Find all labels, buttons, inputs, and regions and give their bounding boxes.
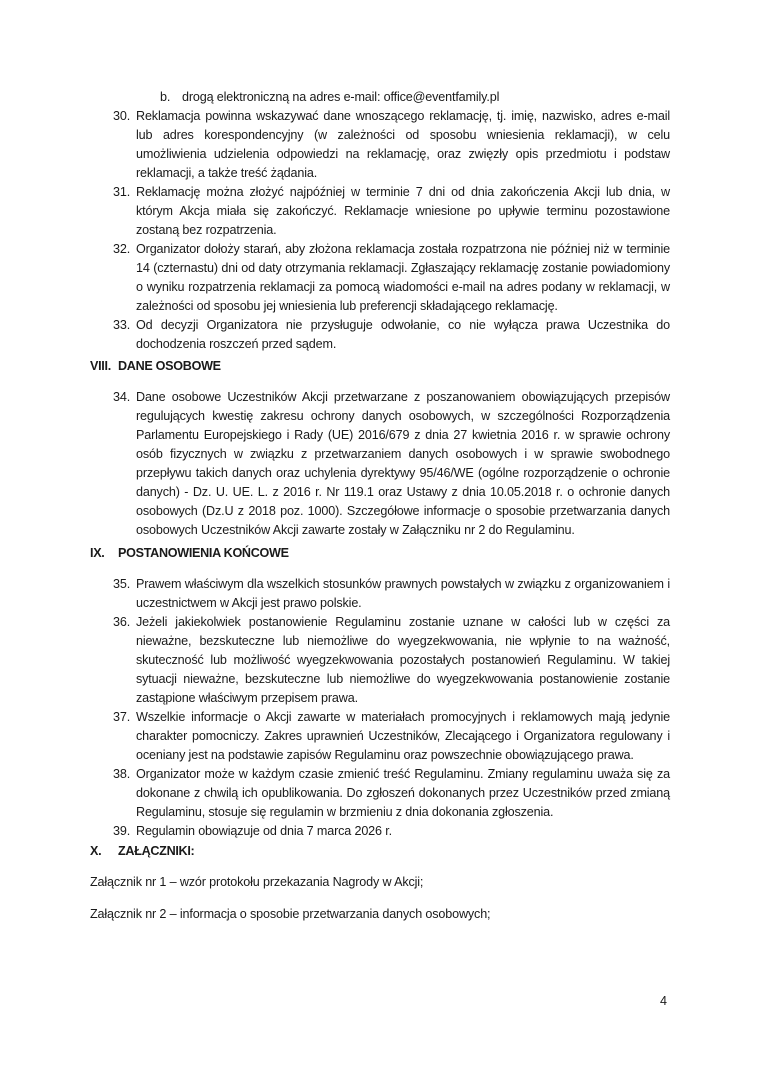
section-heading-x <box>90 842 194 861</box>
sub-item-b <box>160 88 680 107</box>
sub-item-marker: b. <box>160 90 171 104</box>
section-title: POSTANOWIENIA KOŃCOWE <box>118 546 289 560</box>
list-item-34 <box>113 388 670 540</box>
item-text: Prawem właściwym dla wszelkich stosunków prawnych powstałych w związku z organizowaniem i uczestnictwem w Akcji jest prawo polskie. <box>136 577 670 610</box>
section-heading-viii <box>90 357 221 376</box>
item-number: 30. <box>113 109 131 123</box>
personal-data-list <box>113 388 670 540</box>
item-number: 37. <box>113 710 131 724</box>
item-number: 35. <box>113 577 131 591</box>
list-item-35 <box>113 575 670 613</box>
list-item-37 <box>113 708 670 765</box>
list-item-32 <box>113 240 670 316</box>
list-item-31 <box>113 183 670 240</box>
item-text: Organizator może w każdym czasie zmienić treść Regulaminu. Zmiany regulaminu uważa się za dokonane z chwilą ich opublikowania. Do zgłoszeń dokonanych przez Uczestników przed zmianą Regulaminu, stosuje się regulamin w brzmieniu z dnia dokonania zgłoszenia. <box>136 767 670 819</box>
page-number: 4 <box>660 994 668 1008</box>
item-text: Dane osobowe Uczestników Akcji przetwarzane z poszanowaniem obowiązujących przepisów regulujących kwestię zakresu ochrony danych osobowych, w szczególności Rozporządzenia Parlamentu Europejskiego i Rady (UE) 2016/679 z dnia 27 kwietnia 2016 r. w sprawie ochrony osób fizycznych w związku z przetwarzaniem danych osobowych i w sprawie swobodnego przepływu takich danych oraz uchylenia dyrektywy 95/46/WE (ogólne rozporządzenie o ochronie danych) - Dz. U. UE. L. z 2016 r. Nr 119.1 oraz Ustawy z dnia 10.05.2018 r. o ochronie danych osobowych (Dz.U z 2018 poz. 1000). Szczegółowe informacje o sposobie przetwarzania danych osobowych Uczestników Akcji zawarte zostały w Załączniku nr 2 do Regulaminu. <box>136 390 670 537</box>
section-heading-ix <box>90 544 289 563</box>
list-item-30 <box>113 107 670 183</box>
attachment-1: Załącznik nr 1 – wzór protokołu przekazania Nagrody w Akcji; <box>90 875 424 889</box>
sub-item-text: drogą elektroniczną na adres e-mail: office@eventfamily.pl <box>182 90 500 104</box>
list-item-36 <box>113 613 670 708</box>
item-text: Wszelkie informacje o Akcji zawarte w materiałach promocyjnych i reklamowych mają jedynie charakter pomocniczy. Zakres uprawnień Uczestników, Zlecającego i Organizatora regulowany i oceniany jest na podstawie zapisów Regulaminu oraz powszechnie obowiązującego prawa. <box>136 710 670 762</box>
section-title: ZAŁĄCZNIKI: <box>118 844 195 858</box>
item-number: 32. <box>113 242 131 256</box>
item-number: 38. <box>113 767 131 781</box>
item-text: Jeżeli jakiekolwiek postanowienie Regulaminu zostanie uznane w całości lub w części za nieważne, bezskuteczne lub niemożliwe do wyegzekwowania, nie wpłynie to na ważność, skuteczność lub możliwość wyegzekwowania pozostałych postanowień Regulaminu. W takiej sytuacji nieważne, bezskuteczne lub niemożliwe do wyegzekwowania postanowienie zostanie zastąpione właściwym przepisem prawa. <box>136 615 670 705</box>
item-text: Organizator dołoży starań, aby złożona reklamacja została rozpatrzona nie później niż w terminie 14 (czternastu) dni od daty otrzymania reklamacji. Zgłaszający reklamację zostanie powiadomiony o wyniku rozpatrzenia reklamacji za pomocą wiadomości e-mail na adres podany w reklamacji, w zależności od sposobu jej wniesienia lub preferencji składającego reklamację. <box>136 242 670 313</box>
section-number: IX. <box>90 546 105 560</box>
attachment-2: Załącznik nr 2 – informacja o sposobie przetwarzania danych osobowych; <box>90 907 491 921</box>
complaints-list <box>113 107 670 354</box>
section-number: VIII. <box>90 359 111 373</box>
section-number: X. <box>90 844 102 858</box>
item-number: 39. <box>113 824 131 838</box>
item-number: 31. <box>113 185 131 199</box>
list-item-38 <box>113 765 670 822</box>
item-text: Od decyzji Organizatora nie przysługuje odwołanie, co nie wyłącza prawa Uczestnika do dochodzenia roszczeń przed sądem. <box>136 318 670 351</box>
section-title: DANE OSOBOWE <box>118 359 221 373</box>
item-number: 33. <box>113 318 131 332</box>
list-item-33 <box>113 316 670 354</box>
item-text: Reklamację można złożyć najpóźniej w terminie 7 dni od dnia zakończenia Akcji lub dnia, w którym Akcja miała się zakończyć. Reklamacje wniesione po upływie terminu pozostawione zostaną bez rozpatrzenia. <box>136 185 670 237</box>
item-number: 36. <box>113 615 131 629</box>
final-provisions-list <box>113 575 670 841</box>
item-text: Regulamin obowiązuje od dnia 7 marca 2026 r. <box>136 824 392 838</box>
item-text: Reklamacja powinna wskazywać dane wnoszącego reklamację, tj. imię, nazwisko, adres e-mail lub adres korespondencyjny (w zależności od sposobu wniesienia reklamacji), w celu umożliwienia udzielenia odpowiedzi na reklamację, oraz zwięzły opis przedmiotu i podstaw reklamacji, a także treść żądania. <box>136 109 670 180</box>
item-number: 34. <box>113 390 131 404</box>
list-item-39 <box>113 822 670 841</box>
